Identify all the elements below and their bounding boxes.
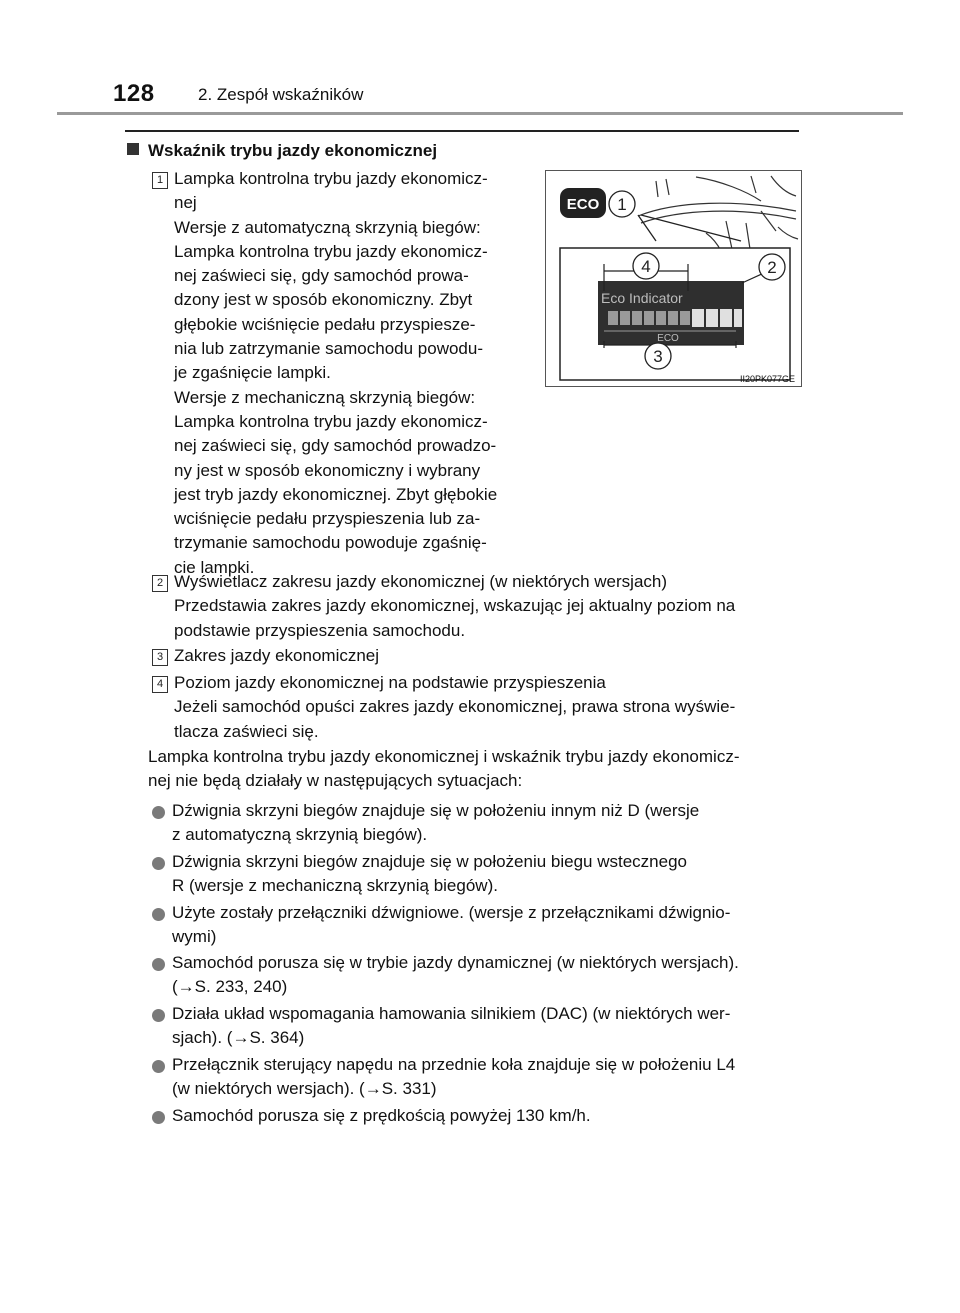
item-1-line: Lampka kontrolna trybu jazdy ekonomicz-: [174, 169, 488, 188]
section-rule: [125, 130, 799, 132]
section-title: [127, 141, 437, 161]
item-1-line: Wersje z automatyczną skrzynią biegów:: [174, 217, 481, 237]
bullet-item: [172, 951, 800, 1000]
item-1-line: cie lampki.: [174, 557, 255, 577]
bullet-icon: [152, 857, 165, 870]
bullet-line: wymi): [172, 927, 217, 947]
bullet-icon: [152, 1060, 165, 1073]
bullet-item: [172, 901, 800, 950]
item-4-line: Jeżeli samochód opuści zakres jazdy ekonomicznej, prawa strona wyświe-: [174, 697, 736, 717]
callout-3: 3: [653, 347, 663, 366]
item-1-line: Lampka kontrolna trybu jazdy ekonomicz-: [174, 411, 488, 431]
chapter-title: 2. Zespół wskaźników: [198, 85, 364, 104]
item-2-text: [174, 570, 800, 643]
intro-line: nej nie będą działały w następujących sytuacjach:: [148, 771, 523, 791]
bullet-line: sjach). (→S. 364): [172, 1028, 305, 1048]
page-number: 128: [113, 80, 155, 107]
bullet-icon: [152, 806, 165, 819]
item-3-line: Zakres jazdy ekonomicznej: [174, 646, 380, 665]
item-1-line: wciśnięcie pedału przyspieszenia lub za-: [174, 509, 481, 529]
item-4-text: [174, 671, 800, 744]
eco-display-title: Eco Indicator: [601, 290, 683, 306]
item-1-line: nej zaświeci się, gdy samochód prowadzo-: [174, 436, 497, 456]
bullet-line: Samochód porusza się w trybie jazdy dynamicznej (w niektórych wersjach).: [172, 953, 739, 972]
item-2-line: Wyświetlacz zakresu jazdy ekonomicznej (w niektórych wersjach): [174, 572, 668, 591]
callout-1: 1: [617, 195, 627, 214]
header-rule: [57, 112, 903, 115]
intro-line: Lampka kontrolna trybu jazdy ekonomicznej i wskaźnik trybu jazdy ekonomicz-: [148, 747, 740, 766]
item-1-text: [174, 167, 519, 580]
callout-number-3: 3: [152, 649, 168, 666]
bullet-line: Samochód porusza się z prędkością powyżej 130 km/h.: [172, 1106, 591, 1125]
item-1-line: ny jest w sposób ekonomiczny i wybrany: [174, 460, 481, 480]
callout-number-2: 2: [152, 575, 168, 592]
item-1-line: nej: [174, 193, 197, 213]
item-4-line: Poziom jazdy ekonomicznej na podstawie przyspieszenia: [174, 673, 606, 692]
eco-lamp-label: ECO: [566, 196, 600, 213]
bullet-line: R (wersje z mechaniczną skrzynią biegów).: [172, 876, 498, 896]
item-1-line: dzony jest w sposób ekonomiczny. Zbyt: [174, 290, 473, 310]
bullet-icon: [152, 1111, 165, 1124]
bullet-item: [172, 1002, 800, 1051]
bullet-line: (w niektórych wersjach). (→S. 331): [172, 1079, 437, 1099]
bullet-item: [172, 850, 800, 899]
item-1-line: trzymanie samochodu powoduje zgaśnię-: [174, 533, 487, 553]
bullet-line: (→S. 233, 240): [172, 977, 288, 997]
eco-display-bar-label: ECO: [657, 333, 679, 344]
item-1-line: jest tryb jazdy ekonomicznej. Zbyt głębokie: [174, 484, 498, 504]
bullet-item: [172, 1053, 800, 1102]
intro-paragraph: [148, 745, 800, 794]
eco-segments: [608, 311, 690, 325]
square-bullet-icon: [127, 143, 139, 155]
item-2-line: podstawie przyspieszenia samochodu.: [174, 620, 466, 640]
item-1-line: je zgaśnięcie lampki.: [174, 363, 331, 383]
callout-number-1: 1: [152, 172, 168, 189]
callout-4: 4: [641, 257, 651, 276]
bullet-item: [172, 799, 800, 848]
eco-indicator-figure: [545, 170, 802, 387]
bullet-icon: [152, 958, 165, 971]
section-title-text: Wskaźnik trybu jazdy ekonomicznej: [148, 141, 438, 160]
item-1-line: Wersje z mechaniczną skrzynią biegów:: [174, 387, 476, 407]
dashboard-illustration: [546, 171, 801, 386]
bullet-line: Dźwignia skrzyni biegów znajduje się w położeniu innym niż D (wersje: [172, 801, 700, 820]
bullet-line: Użyte zostały przełączniki dźwigniowe. (wersje z przełącznikami dźwignio-: [172, 903, 731, 922]
bullet-line: Przełącznik sterujący napędu na przednie koła znajduje się w położeniu L4: [172, 1055, 736, 1074]
item-3-text: [174, 644, 800, 668]
bullet-line: Dźwignia skrzyni biegów znajduje się w położeniu biegu wstecznego: [172, 852, 688, 871]
item-1-line: Lampka kontrolna trybu jazdy ekonomicz-: [174, 241, 488, 261]
figure-code: II20PK077GE: [739, 374, 795, 384]
item-4-line: tlacza zaświeci się.: [174, 721, 319, 741]
item-1-line: nia lub zatrzymanie samochodu powodu-: [174, 339, 484, 359]
callout-number-4: 4: [152, 676, 168, 693]
item-1-line: nej zaświeci się, gdy samochód prowa-: [174, 266, 469, 286]
item-1-line: głębokie wciśnięcie pedału przyspiesze-: [174, 314, 476, 334]
bullet-line: z automatyczną skrzynią biegów).: [172, 825, 428, 845]
bullet-icon: [152, 908, 165, 921]
page-header: [0, 0, 960, 118]
bullet-icon: [152, 1009, 165, 1022]
bullet-line: Działa układ wspomagania hamowania silnikiem (DAC) (w niektórych wer-: [172, 1004, 731, 1023]
callout-2: 2: [767, 258, 777, 277]
bullet-item: [172, 1104, 800, 1128]
item-2-line: Przedstawia zakres jazdy ekonomicznej, wskazując jej aktualny poziom na: [174, 596, 736, 616]
